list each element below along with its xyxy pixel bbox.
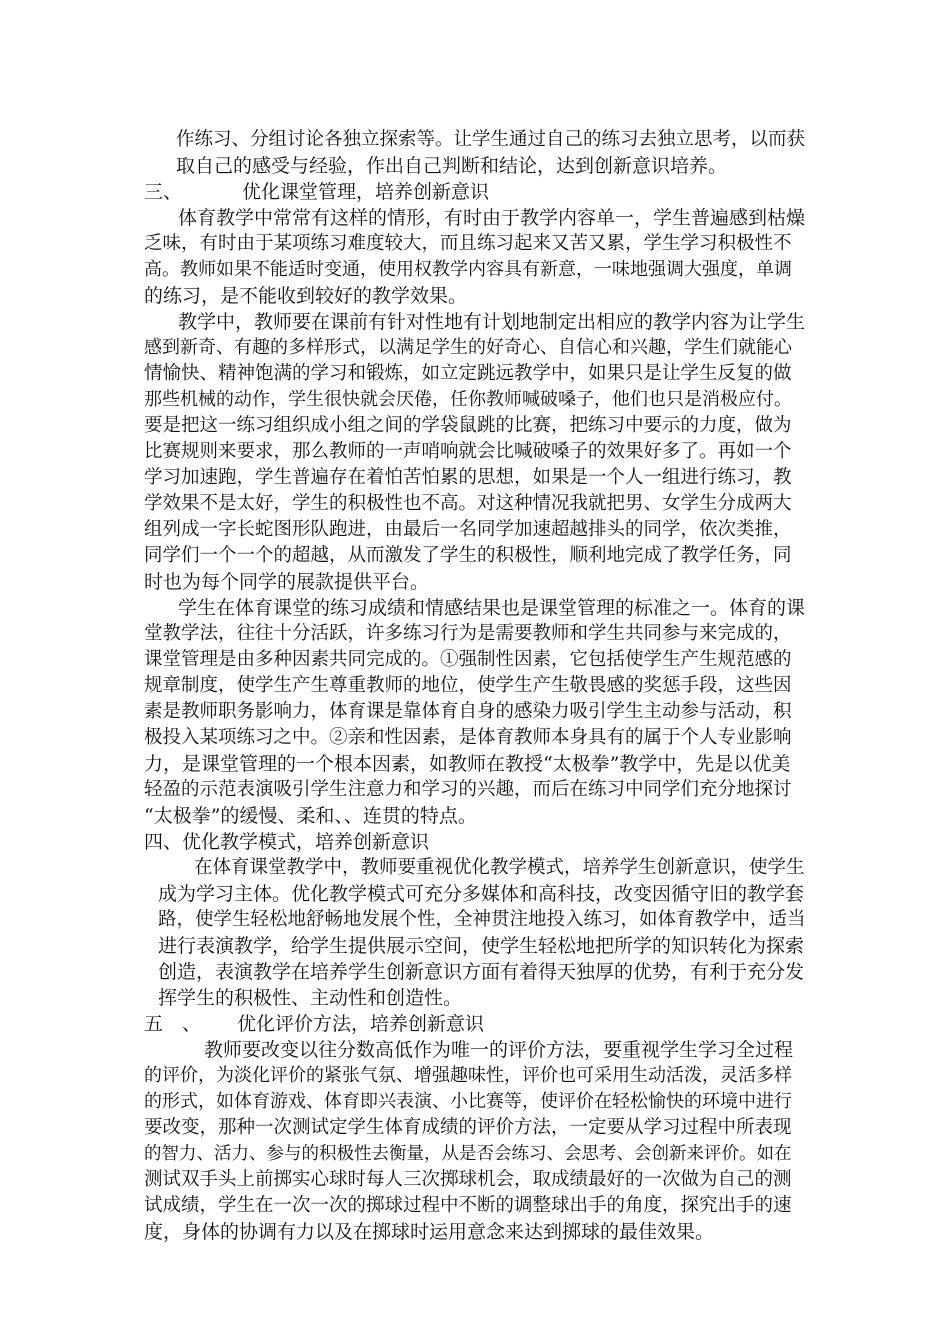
text-line: 创造，表演教学在培养学生创新意识方面有着得天独厚的优势，有利于充分发 xyxy=(158,961,805,983)
text-line: 规章制度，使学生产生尊重教师的地位，使学生产生敬畏感的奖惩手段，这些因 xyxy=(144,675,792,696)
text-line: 路，使学生轻松地舒畅地发展个性，全神贯注地投入练习，如体育教学中，适当 xyxy=(158,909,806,930)
text-line: 体育教学中常常有这样的情形，有时由于教学内容单一，学生普遍感到枯燥 xyxy=(178,207,806,229)
text-line: 组列成一字长蛇图形队跑进，由最后一名同学加速超越排头的同学，依次类推， xyxy=(144,519,792,540)
section-title: 优化教学模式，培养创新意识 xyxy=(182,831,430,853)
text-line: 作练习、分组讨论各独立探索等。让学生通过自己的练习去独立思考，以而获 xyxy=(176,129,806,150)
text-line: 进行表演教学，给学生提供展示空间，使学生轻松地把所学的知识转化为探索 xyxy=(158,935,805,957)
section-heading-5 xyxy=(144,1012,484,1036)
section-number: 五 、 xyxy=(144,1013,202,1035)
text-line: 学生在体育课堂的练习成绩和情感结果也是课堂管理的标准之一。体育的课 xyxy=(178,597,806,619)
text-line: 成为学习主体。优化教学模式可充分多媒体和高科技，改变因循守旧的教学套 xyxy=(158,883,805,905)
section-title: 优化评价方法，培养创新意识 xyxy=(237,1013,485,1035)
text-line: 学习加速跑，学生普遍存在着怕苦怕累的思想，如果是一个人一组进行练习，教 xyxy=(144,467,792,488)
section-heading-3 xyxy=(144,180,489,204)
text-line: “太极拳”的缓慢、柔和、、连贯的特点。 xyxy=(144,805,477,827)
text-line: 力，是课堂管理的一个根本因素，如教师在教授“太极拳”教学中，先是以优美 xyxy=(144,753,791,775)
text-line: 情愉快、精神饱满的学习和锻炼，如立定跳远教学中，如果只是让学生反复的做 xyxy=(144,363,792,384)
text-line: 堂教学法，往往十分活跃，许多练习行为是需要教师和学生共同参与来完成的， xyxy=(144,623,792,644)
section-number: 四、 xyxy=(144,831,183,853)
text-line: 取自己的感受与经验，作出自己判断和结论，达到创新意识培养。 xyxy=(176,155,728,177)
text-line: 极投入某项练习之中。②亲和性因素，是体育教师本身具有的属于个人专业影响 xyxy=(144,727,792,748)
text-line: 的练习，是不能收到较好的教学效果。 xyxy=(144,285,468,307)
text-line: 教学中，教师要在课前有针对性地有计划地制定出相应的教学内容为让学生 xyxy=(178,311,806,333)
text-line: 感到新奇、有趣的多样形式，以满足学生的好奇心、自信心和兴趣，学生们就能心 xyxy=(144,337,792,358)
section-number: 三、 xyxy=(144,181,183,203)
text-line: 轻盈的示范表演吸引学生注意力和学习的兴趣，而后在练习中同学们充分地探讨 xyxy=(144,779,792,800)
section-heading-4 xyxy=(144,830,429,854)
text-line: 的评价，为淡化评价的紧张气氛、增强趣味性，评价也可采用生动活泼，灵活多样 xyxy=(144,1065,792,1086)
text-line: 时也为每个同学的展款提供平台。 xyxy=(144,571,430,593)
text-line: 挥学生的积极性、主动性和创造性。 xyxy=(158,987,463,1009)
text-line: 要是把这一练习组织成小组之间的学袋鼠跳的比赛，把练习中要示的力度，做为 xyxy=(144,415,792,436)
text-line: 同学们一个一个的超越，从而激发了学生的积极性，顺利地完成了教学任务，同 xyxy=(144,545,792,566)
text-line: 乏味，有时由于某项练习难度较大，而且练习起来又苦又累，学生学习积极性不 xyxy=(144,233,792,254)
text-line: 试成绩，学生在一次一次的掷球过程中不断的调整球出手的角度，探究出手的速 xyxy=(144,1195,792,1216)
text-line: 高。教师如果不能适时变通，使用权教学内容具有新意，一味地强调大强度，单调 xyxy=(144,259,792,280)
text-line: 的形式，如体育游戏、体育即兴表演、小比赛等，使评价在轻松愉快的环境中进行 xyxy=(144,1091,792,1112)
text-line: 素是教师职务影响力，体育课是靠体育自身的感染力吸引学生主动参与活动，积 xyxy=(144,701,792,722)
text-line: 测试双手头上前掷实心球时每人三次掷球机会，取成绩最好的一次做为自己的测 xyxy=(144,1169,792,1190)
text-line: 要改变，那种一次测试定学生体育成绩的评价方法，一定要从学习过程中所表现 xyxy=(144,1117,792,1138)
text-line: 度，身体的协调有力以及在掷球时运用意念来达到掷球的最佳效果。 xyxy=(144,1221,715,1243)
text-line: 那些机械的动作，学生很快就会厌倦，任你教师喊破嗓子，他们也只是消极应付。 xyxy=(144,389,792,410)
text-line: 比赛规则来要求，那么教师的一声哨响就会比喊破嗓子的效果好多了。再如一个 xyxy=(144,441,792,462)
text-line: 在体育课堂教学中，教师要重视优化教学模式，培养学生创新意识，使学生 xyxy=(194,857,805,878)
text-line: 学效果不是太好，学生的积极性也不高。对这种情况我就把男、女学生分成两大 xyxy=(144,493,792,514)
section-title: 优化课堂管理，培养创新意识 xyxy=(242,181,490,203)
text-line: 的智力、活力、参与的积极性去衡量，从是否会练习、会思考、会创新来评价。如在 xyxy=(144,1144,792,1164)
text-line: 教师要改变以往分数高低作为唯一的评价方法，要重视学生学习全过程 xyxy=(204,1039,794,1061)
text-line: 课堂管理是由多种因素共同完成的。①强制性因素，它包括使学生产生规范感的 xyxy=(144,649,792,670)
